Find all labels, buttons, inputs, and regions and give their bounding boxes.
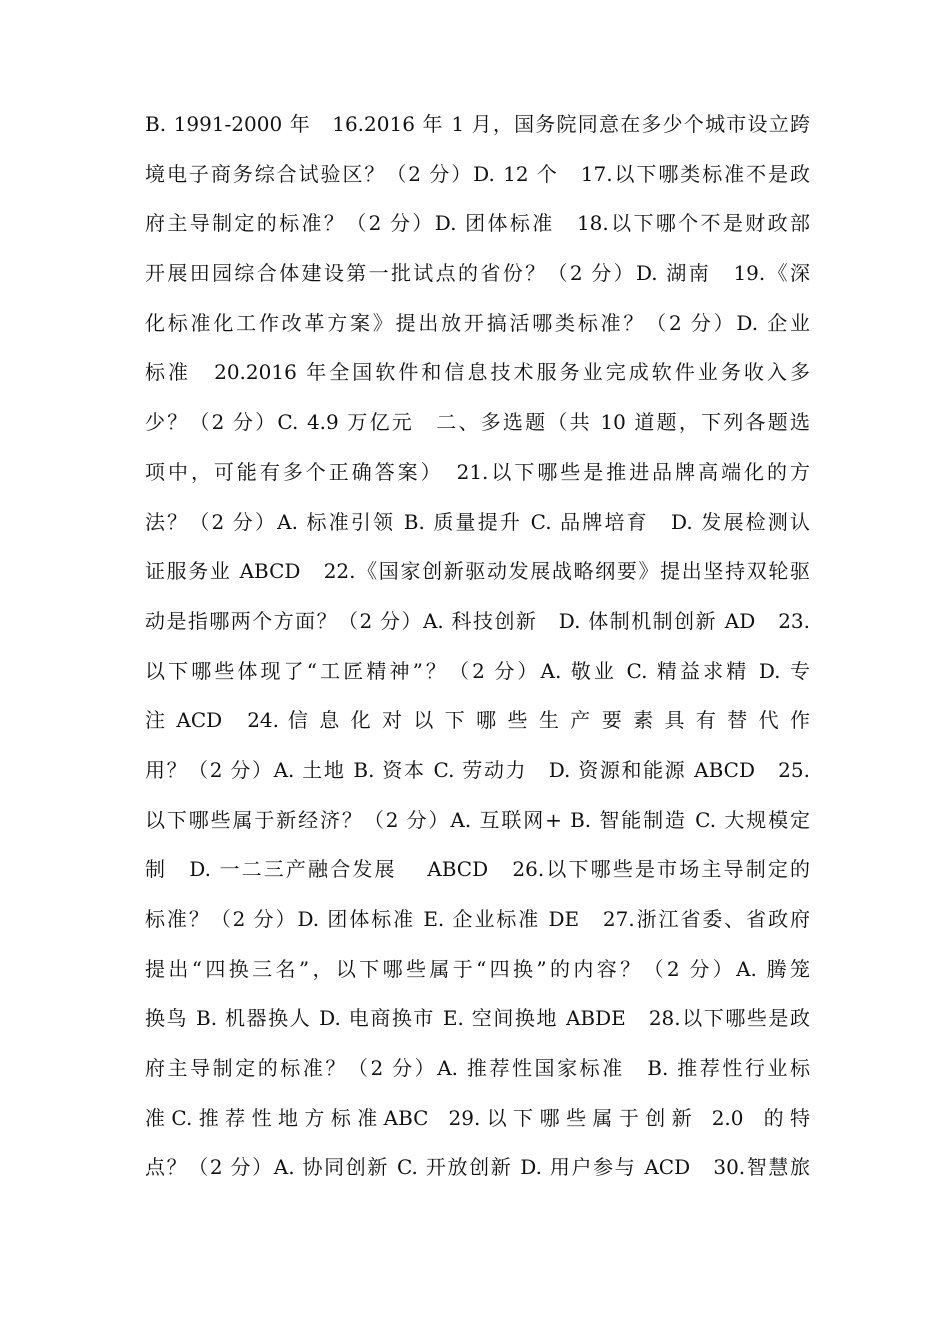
text-line: 证服务业 ABCD 22.《国家创新驱动发展战略纲要》提出坚持双轮驱 (145, 559, 810, 584)
text-line: 标准 20.2016 年全国软件和信息技术服务业完成软件业务收入多 (145, 360, 810, 385)
text-line: 标准？（2 分）D. 团体标准 E. 企业标准 DE 27.浙江省委、省政府 (145, 907, 810, 931)
text-line: 法？（2 分）A. 标准引领 B. 质量提升 C. 品牌培育 D. 发展检测认 (145, 509, 810, 534)
text-line: 换鸟 B. 机器换人 D. 电商换市 E. 空间换地 ABDE 28.以下哪些是政 (145, 1006, 810, 1031)
text-line: 府主导制定的标准？（2 分）D. 团体标准 18.以下哪个不是财政部 (145, 211, 810, 236)
text-line: 点？（2 分）A. 协同创新 C. 开放创新 D. 用户参与 ACD 30.智慧旅 (145, 1155, 810, 1180)
text-line: 注 ACD 24. 信 息 化 对 以 下 哪 些 生 产 要 素 具 有 替 代 作 (145, 708, 810, 733)
text-line: 制 D. 一二三产融合发展 ABCD 26.以下哪些是市场主导制定的 (145, 857, 810, 882)
text-line: 开展田园综合体建设第一批试点的省份？（2 分）D. 湖南 19.《深 (145, 261, 810, 286)
text-line: 以下哪些体现了“工匠精神”？（2 分）A. 敬业 C. 精益求精 D. 专 (145, 658, 810, 683)
text-line: 境电子商务综合试验区？（2 分）D. 12 个 17.以下哪类标准不是政 (145, 161, 810, 186)
text-line: 动是指哪两个方面？（2 分）A. 科技创新 D. 体制机制创新 AD 23. (145, 608, 810, 633)
text-line: 化标准化工作改革方案》提出放开搞活哪类标准？（2 分）D. 企业 (145, 310, 810, 335)
text-line: 少？（2 分）C. 4.9 万亿元 二、多选题（共 10 道题，下列各题选 (145, 410, 810, 435)
document-body (145, 100, 810, 1193)
text-line: 以下哪些属于新经济？（2 分）A. 互联网+ B. 智能制造 C. 大规模定 (145, 807, 810, 832)
text-line: 提出“四换三名”，以下哪些属于“四换”的内容？（2 分）A. 腾笼 (145, 956, 810, 981)
text-line: 用？（2 分）A. 土地 B. 资本 C. 劳动力 D. 资源和能源 ABCD 25. (145, 757, 810, 782)
text-line: B. 1991-2000 年 16.2016 年 1 月，国务院同意在多少个城市设立跨 (145, 112, 810, 136)
text-line: 准 C. 推 荐 性 地 方 标 准 ABC 29. 以 下 哪 些 属 于 创 新 2.0 的 特 (145, 1105, 810, 1130)
text-line: 项中，可能有多个正确答案） 21.以下哪些是推进品牌高端化的方 (145, 459, 810, 484)
text-line: 府主导制定的标准？（2 分）A. 推荐性国家标准 B. 推荐性行业标 (145, 1056, 810, 1081)
